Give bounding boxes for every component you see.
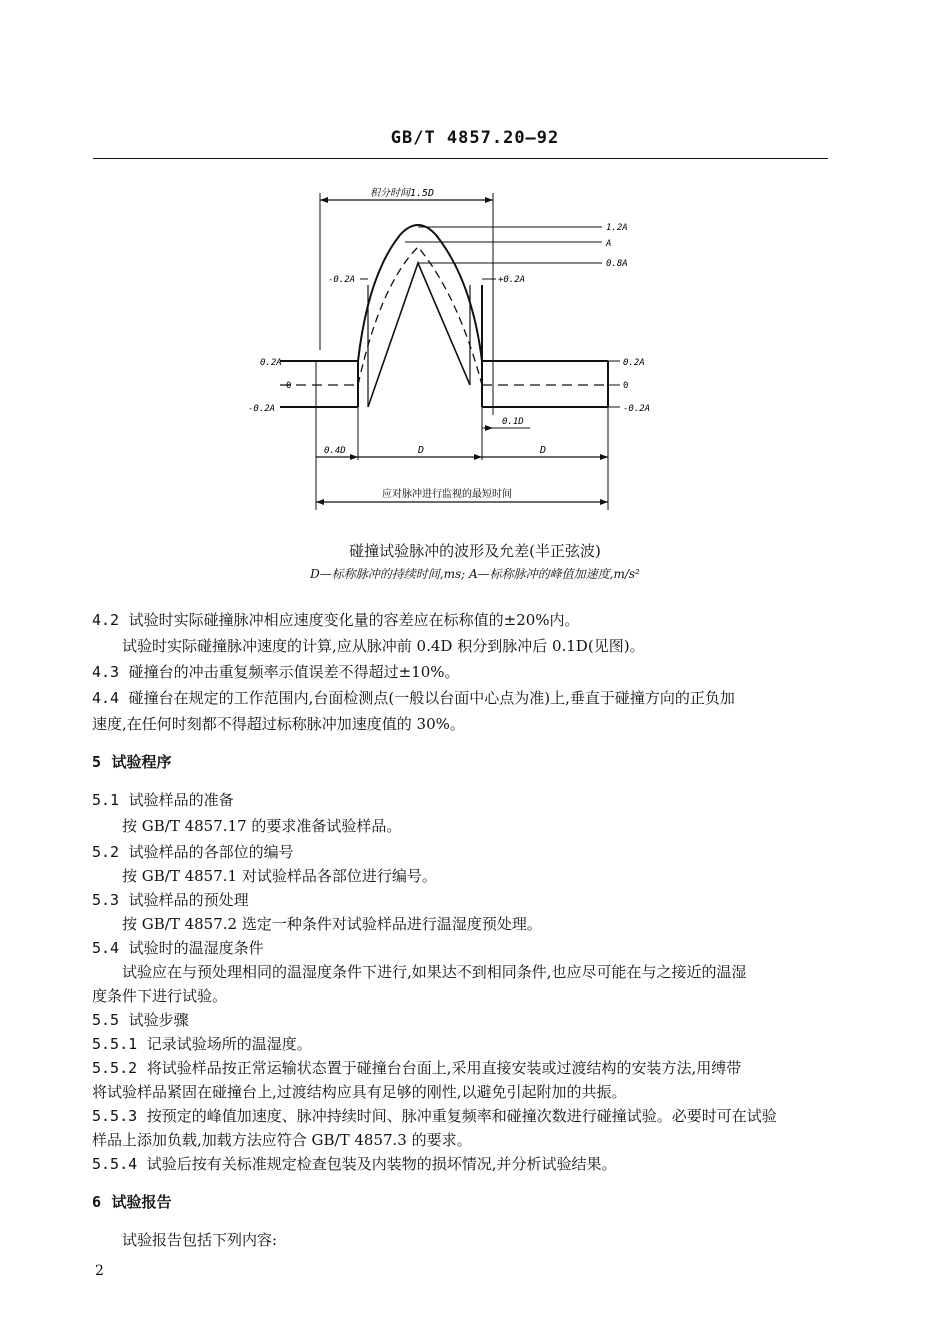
label-0-4d: 0.4D bbox=[324, 446, 346, 456]
clause-4-2: 4.2 试验时实际碰撞脉冲相应速度变化量的容差应在标称值的±20%内。 bbox=[92, 611, 580, 629]
clause-5-4-cont: 度条件下进行试验。 bbox=[92, 987, 228, 1005]
section-6-text: 试验报告包括下列内容: bbox=[122, 1231, 278, 1249]
section-6-heading: 6 试验报告 bbox=[92, 1193, 172, 1211]
label-left-minus-0-2a: -0.2A bbox=[248, 404, 276, 414]
monitoring-time-label: 应对脉冲进行监视的最短时间 bbox=[382, 489, 512, 500]
clause-4-3: 4.3 碰撞台的冲击重复频率示值误差不得超过±10%。 bbox=[92, 663, 460, 681]
section-5-heading: 5 试验程序 bbox=[92, 753, 172, 771]
clause-5-4: 5.4 试验时的温湿度条件 bbox=[92, 939, 264, 957]
clause-4-2-cont: 试验时实际碰撞脉冲速度的计算,应从脉冲前 0.4D 积分到脉冲后 0.1D(见图)。 bbox=[122, 637, 645, 655]
clause-5-1-text: 按 GB/T 4857.17 的要求准备试验样品。 bbox=[122, 817, 402, 835]
label-0-1d: 0.1D bbox=[502, 417, 524, 427]
clause-5-3-text: 按 GB/T 4857.2 选定一种条件对试验样品进行温湿度预处理。 bbox=[122, 915, 542, 933]
label-1-2a: 1.2A bbox=[606, 223, 628, 233]
label-a: A bbox=[606, 239, 612, 249]
clause-5-5-3-cont: 样品上添加负载,加载方法应符合 GB/T 4857.3 的要求。 bbox=[92, 1131, 472, 1149]
label-left-0: 0 bbox=[286, 381, 292, 391]
label-0-8a: 0.8A bbox=[606, 259, 628, 269]
clause-5-5: 5.5 试验步骤 bbox=[92, 1011, 189, 1029]
clause-5-1: 5.1 试验样品的准备 bbox=[92, 791, 234, 809]
header-rule bbox=[93, 158, 828, 159]
lower-tolerance-curve bbox=[368, 263, 470, 407]
label-d-middle: D bbox=[418, 445, 425, 456]
clause-5-2-text: 按 GB/T 4857.1 对试验样品各部位进行编号。 bbox=[122, 867, 437, 885]
figure-caption: 碰撞试验脉冲的波形及允差(半正弦波) bbox=[349, 542, 601, 560]
pulse-waveform-figure bbox=[240, 185, 680, 515]
document-header: GB/T 4857.20—92 bbox=[390, 128, 560, 148]
clause-5-5-3: 5.5.3 按预定的峰值加速度、脉冲持续时间、脉冲重复频率和碰撞次数进行碰撞试验。必要时可在试验 bbox=[92, 1107, 777, 1125]
clause-5-5-4: 5.5.4 试验后按有关标准规定检查包装及内装物的损坏情况,并分析试验结果。 bbox=[92, 1155, 617, 1173]
label-right-minus-0-2a: -0.2A bbox=[623, 404, 651, 414]
label-right-0-2a: 0.2A bbox=[623, 358, 645, 368]
clause-5-4-text: 试验应在与预处理相同的温湿度条件下进行,如果达不到相同条件,也应尽可能在与之接近的温湿 bbox=[122, 963, 747, 981]
clause-5-5-1: 5.5.1 记录试验场所的温湿度。 bbox=[92, 1035, 312, 1053]
label-d-right: D bbox=[540, 445, 547, 456]
label-plus-0-2a-top: +0.2A bbox=[498, 275, 526, 285]
clause-5-2: 5.2 试验样品的各部位的编号 bbox=[92, 843, 294, 861]
clause-4-4: 4.4 碰撞台在规定的工作范围内,台面检测点(一般以台面中心点为准)上,垂直于碰撞方向的正负加 bbox=[92, 689, 735, 707]
figure-note: D—标称脉冲的持续时间,ms; A—标称脉冲的峰值加速度,m/s² bbox=[310, 567, 640, 581]
upper-tolerance-curve bbox=[358, 225, 482, 361]
label-left-0-2a: 0.2A bbox=[260, 358, 282, 368]
clause-5-5-2-cont: 将试验样品紧固在碰撞台上,过渡结构应具有足够的刚性,以避免引起附加的共振。 bbox=[92, 1083, 627, 1101]
page-number: 2 bbox=[95, 1263, 104, 1279]
integration-time-label: 积分时间1.5D bbox=[370, 188, 435, 199]
label-right-0: 0 bbox=[623, 381, 629, 391]
label-minus-0-2a-top: -0.2A bbox=[328, 275, 356, 285]
clause-5-5-2: 5.5.2 将试验样品按正常运输状态置于碰撞台台面上,采用直接安装或过渡结构的安装方法,用缚带 bbox=[92, 1059, 742, 1077]
clause-4-4-cont: 速度,在任何时刻都不得超过标称脉冲加速度值的 30%。 bbox=[92, 715, 465, 733]
clause-5-3: 5.3 试验样品的预处理 bbox=[92, 891, 249, 909]
